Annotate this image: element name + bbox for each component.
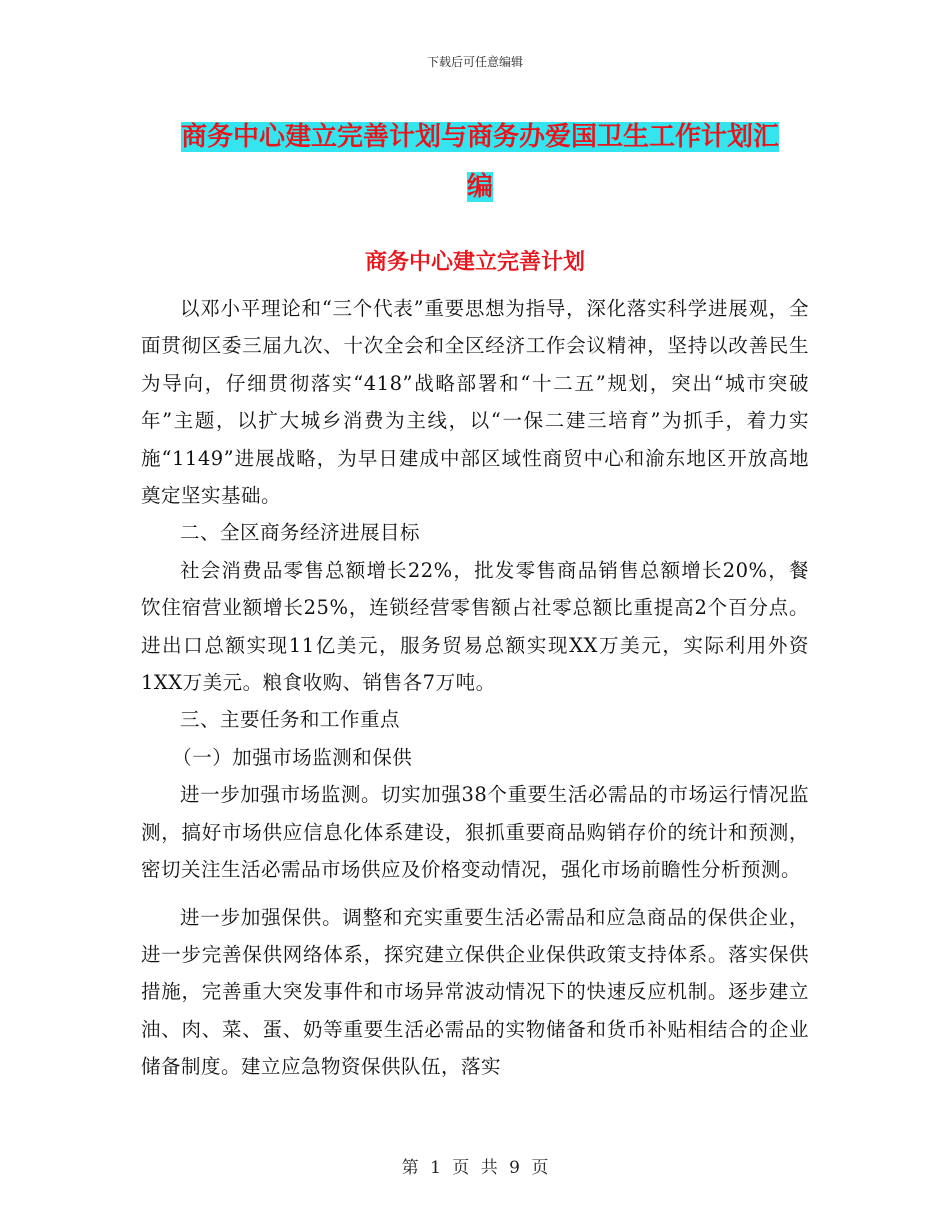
paragraph-supply-guarantee: 进一步加强保供。调整和充实重要生活必需品和应急商品的保供企业，进一步完善保供网络体系，探究建立保供企业保供政策支持体系。落实保供措施，完善重大突发事件和市场异常波动情况下的快速反应机制。逐步建立油、肉、菜、蛋、奶等重要生活必需品的实物储备和货币补贴相结合的企业储备制度。建立应急物资保供队伍，落实 [141, 905, 809, 1079]
header-note: 下载后可任意编辑 [426, 55, 523, 69]
section-title: 商务中心建立完善计划 [364, 249, 585, 275]
paragraph-development-goals: 社会消费品零售总额增长22%，批发零售商品销售总额增长20%，餐饮住宿营业额增长25%，连锁经营零售额占社零总额比重提高2个百分点。进出口总额实现11亿美元，服务贸易总额实现XX万美元，实际利用外资1XX万美元。粮食收购、销售各7万吨。 [141, 558, 809, 695]
page-number-footer: 第 1 页 共 9 页 [401, 1158, 549, 1178]
document-body [141, 290, 809, 1086]
paragraph-guiding-principles: 以邓小平理论和“三个代表”重要思想为指导，深化落实科学进展观，全面贯彻区委三届九次、十次全会和全区经济工作会议精神，坚持以改善民生为导向，仔细贯彻落实“418”战略部署和“十二五”规划，突出“城市突破年”主题，以扩大城乡消费为主线，以“一保二建三培育”为抓手，着力实施“1149”进展战略，为早日建成中部区域性商贸中心和渝东地区开放高地奠定坚实基础。 [141, 297, 809, 508]
paragraph-market-monitoring: 进一步加强市场监测。切实加强38个重要生活必需品的市场运行情况监测，搞好市场供应信息化体系建设，狠抓重要商品购销存价的统计和预测，密切关注生活必需品市场供应及价格变动情况，强化市场前瞻性分析预测。 [141, 783, 809, 882]
heading-main-tasks: 三、主要任务和工作重点 [180, 708, 401, 732]
document-title-line-1: 商务中心建立完善计划与商务办爱国卫生工作计划汇 [180, 122, 779, 152]
document-title-line-2: 编 [466, 172, 493, 202]
subheading-market-monitoring: （一）加强市场监测和保供 [172, 745, 413, 769]
document-title [140, 112, 820, 212]
heading-development-goals: 二、全区商务经济进展目标 [180, 521, 421, 545]
